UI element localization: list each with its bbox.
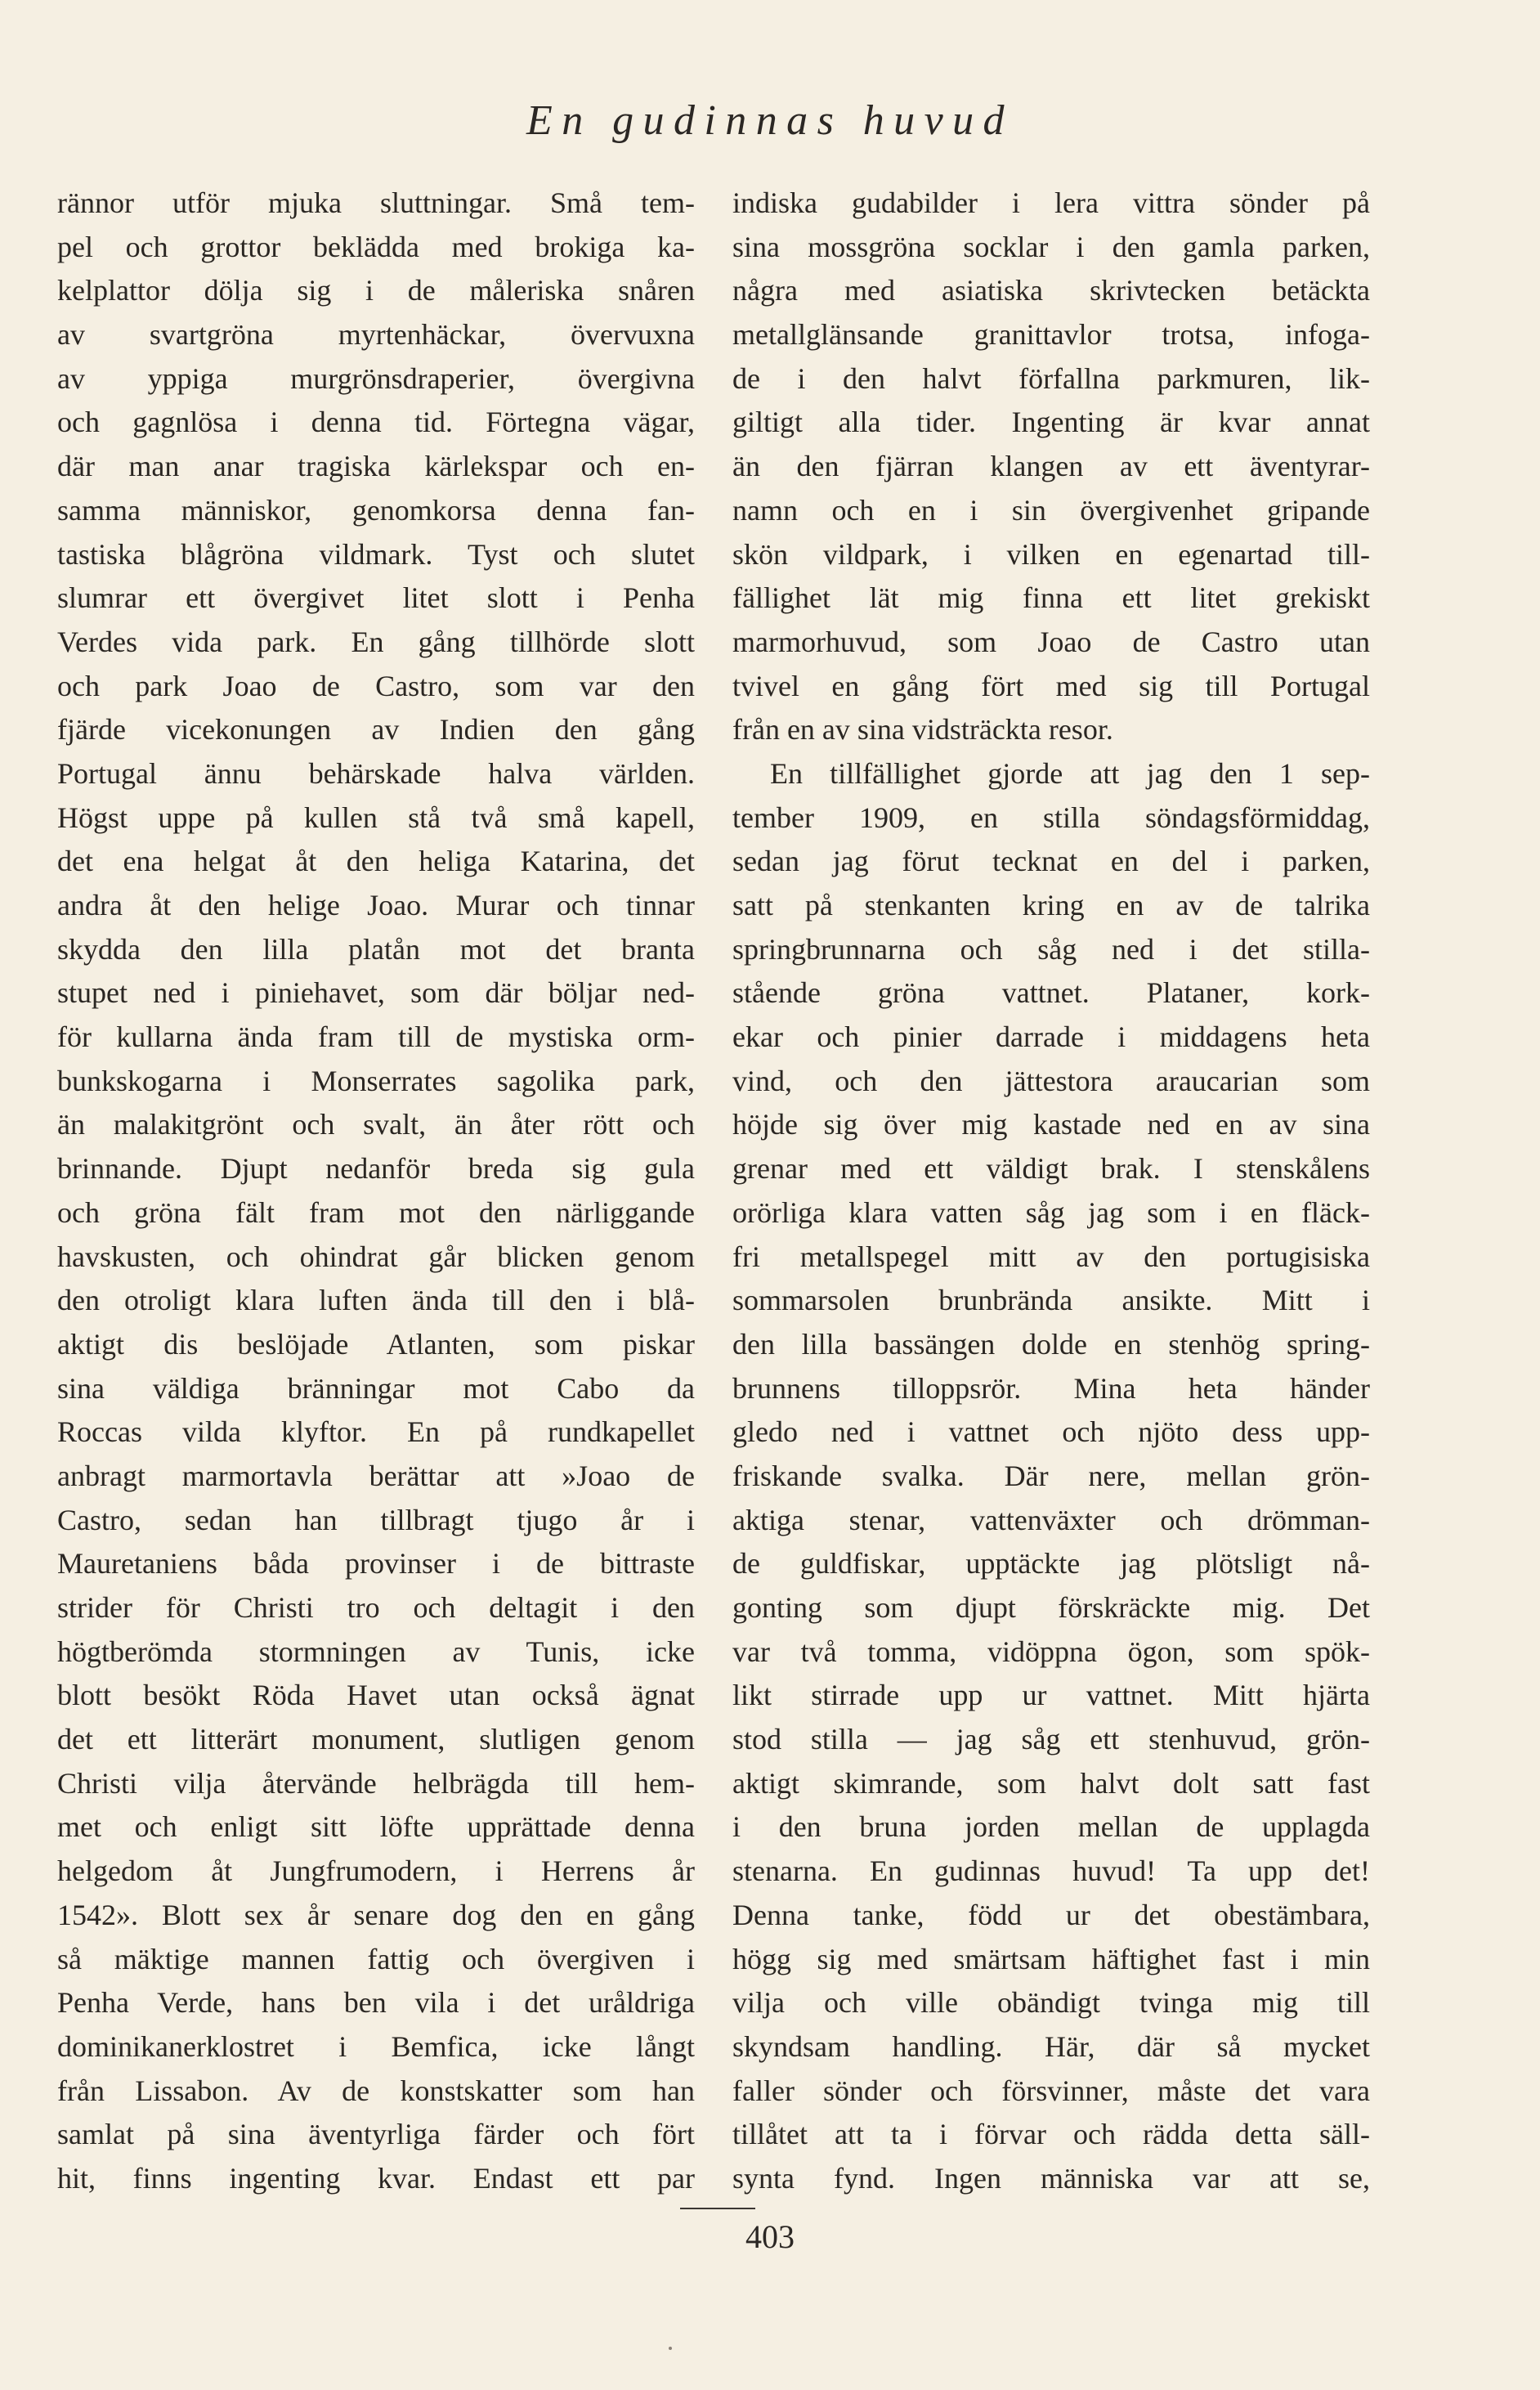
text-line: så mäktige mannen fattig och övergiven i bbox=[57, 1942, 695, 1975]
text-line: indiska gudabilder i lera vittra sönder på bbox=[732, 186, 1370, 219]
text-line: högg sig med smärtsam häftighet fast i min bbox=[732, 1942, 1370, 1975]
text-line: av svartgröna myrtenhäckar, övervuxna bbox=[57, 318, 695, 352]
text-line: de i den halvt förfallna parkmuren, lik- bbox=[732, 361, 1370, 395]
text-line: met och enligt sitt löfte upprättade denna bbox=[57, 1810, 695, 1844]
text-line: det ett litterärt monument, slutligen genom bbox=[57, 1723, 695, 1756]
text-line: Roccas vilda klyftor. En på rundkapellet bbox=[57, 1415, 695, 1449]
text-line: friskande svalka. Där nere, mellan grön- bbox=[732, 1459, 1370, 1492]
text-line: stod stilla — jag såg ett stenhuvud, grön- bbox=[732, 1723, 1370, 1756]
text-line: höjde sig över mig kastade ned en av sina bbox=[732, 1108, 1370, 1141]
right-text-column bbox=[732, 182, 1370, 2201]
text-line: sina mossgröna socklar i den gamla parken, bbox=[732, 230, 1370, 263]
text-line: sommarsolen brunbrända ansikte. Mitt i bbox=[732, 1284, 1370, 1317]
text-line: springbrunnarna och såg ned i det stilla- bbox=[732, 932, 1370, 966]
text-line: den lilla bassängen dolde en stenhög spring- bbox=[732, 1327, 1370, 1361]
text-line: faller sönder och försvinner, måste det vara bbox=[732, 2074, 1370, 2107]
text-line: 1542». Blott sex år senare dog den en gång bbox=[57, 1898, 695, 1931]
text-line: tillåtet att ta i förvar och rädda detta säll- bbox=[732, 2118, 1370, 2151]
text-line: anbragt marmortavla berättar att »Joao de bbox=[57, 1459, 695, 1492]
text-line: brinnande. Djupt nedanför breda sig gula bbox=[57, 1152, 695, 1186]
text-line: tastiska blågröna vildmark. Tyst och slutet bbox=[57, 537, 695, 571]
text-line: än den fjärran klangen av ett äventyrar- bbox=[732, 450, 1370, 483]
text-line: för kullarna ända fram till de mystiska orm- bbox=[57, 1020, 695, 1054]
text-line: aktigt skimrande, som halvt dolt satt fast bbox=[732, 1766, 1370, 1800]
text-line: det ena helgat åt den heliga Katarina, det bbox=[57, 845, 695, 878]
text-line: och gagnlösa i denna tid. Förtegna vägar, bbox=[57, 406, 695, 439]
text-line: i den bruna jorden mellan de upplagda bbox=[732, 1810, 1370, 1844]
text-line: hit, finns ingenting kvar. Endast ett par bbox=[57, 2161, 695, 2195]
text-line: från en av sina vidsträckta resor. bbox=[732, 713, 1113, 747]
text-line: aktigt dis beslöjade Atlanten, som piskar bbox=[57, 1327, 695, 1361]
text-line: kelplattor dölja sig i de måleriska snåren bbox=[57, 274, 695, 307]
text-line: aktiga stenar, vattenväxter och drömman- bbox=[732, 1503, 1370, 1536]
text-line: fjärde vicekonungen av Indien den gång bbox=[57, 713, 695, 747]
text-line: stenarna. En gudinnas huvud! Ta upp det! bbox=[732, 1854, 1370, 1888]
text-line: stupet ned i piniehavet, som där böljar ned- bbox=[57, 976, 695, 1010]
text-line: samma människor, genomkorsa denna fan- bbox=[57, 493, 695, 527]
text-line: några med asiatiska skrivtecken betäckta bbox=[732, 274, 1370, 307]
text-line: grenar med ett väldigt brak. I stenskålens bbox=[732, 1152, 1370, 1186]
text-line: där man anar tragiska kärlekspar och en- bbox=[57, 450, 695, 483]
text-line: Högst uppe på kullen stå två små kapell, bbox=[57, 800, 695, 834]
text-line: vilja och ville obändigt tvinga mig till bbox=[732, 1986, 1370, 2020]
text-line: stående gröna vattnet. Plataner, kork- bbox=[732, 976, 1370, 1010]
text-line: Portugal ännu behärskade halva världen. bbox=[57, 756, 695, 790]
text-line: giltigt alla tider. Ingenting är kvar annat bbox=[732, 406, 1370, 439]
text-line: likt stirrade upp ur vattnet. Mitt hjärta bbox=[732, 1679, 1370, 1712]
text-line: strider för Christi tro och deltagit i den bbox=[57, 1591, 695, 1624]
page-number-rule bbox=[680, 2208, 755, 2209]
text-line: andra åt den helige Joao. Murar och tinnar bbox=[57, 889, 695, 921]
text-line: högtberömda stormningen av Tunis, icke bbox=[57, 1634, 695, 1668]
text-line: satt på stenkanten kring en av de talrika bbox=[732, 889, 1370, 921]
text-line: ekar och pinier darrade i middagens heta bbox=[732, 1020, 1370, 1054]
text-line: brunnens tilloppsrör. Mina heta händer bbox=[732, 1371, 1370, 1405]
text-line: Mauretaniens båda provinser i de bittraste bbox=[57, 1547, 695, 1581]
text-line: Denna tanke, född ur det obestämbara, bbox=[732, 1898, 1370, 1931]
text-line: dominikanerklostret i Bemfica, icke långt bbox=[57, 2029, 695, 2063]
running-title: En gudinnas huvud bbox=[526, 97, 1014, 144]
text-line: bunkskogarna i Monserrates sagolika park, bbox=[57, 1064, 695, 1097]
text-line: skyndsam handling. Här, där så mycket bbox=[732, 2029, 1370, 2063]
text-line: och gröna fält fram mot den närliggande bbox=[57, 1195, 695, 1229]
text-line: tvivel en gång fört med sig till Portugal bbox=[732, 669, 1370, 702]
text-line: vind, och den jättestora araucarian som bbox=[732, 1064, 1370, 1097]
text-line: de guldfiskar, upptäckte jag plötsligt nå- bbox=[732, 1547, 1370, 1581]
text-line: från Lissabon. Av de konstskatter som han bbox=[57, 2074, 695, 2107]
text-line: Castro, sedan han tillbragt tjugo år i bbox=[57, 1503, 695, 1536]
text-line: tember 1909, en stilla söndagsförmiddag, bbox=[732, 800, 1370, 834]
text-line: Penha Verde, hans ben vila i det uråldriga bbox=[57, 1986, 695, 2020]
text-line: samlat på sina äventyrliga färder och fört bbox=[57, 2118, 695, 2151]
text-line: och park Joao de Castro, som var den bbox=[57, 669, 695, 702]
text-line: synta fynd. Ingen människa var att se, bbox=[732, 2161, 1370, 2195]
text-line: än malakitgrönt och svalt, än åter rött och bbox=[57, 1108, 695, 1141]
text-line: skydda den lilla platån mot det branta bbox=[57, 932, 695, 966]
text-line: orörliga klara vatten såg jag som i en fläck- bbox=[732, 1195, 1370, 1229]
text-line: den otroligt klara luften ända till den i blå- bbox=[57, 1284, 695, 1317]
text-line: var två tomma, vidöppna ögon, som spök- bbox=[732, 1634, 1370, 1668]
text-line: sina väldiga bränningar mot Cabo da bbox=[57, 1371, 695, 1405]
text-line: av yppiga murgrönsdraperier, övergivna bbox=[57, 361, 695, 395]
text-line: fällighet lät mig finna ett litet grekiskt bbox=[732, 581, 1370, 615]
page-number: 403 bbox=[745, 2218, 795, 2255]
text-line: skön vildpark, i vilken en egenartad till- bbox=[732, 537, 1370, 571]
text-line: marmorhuvud, som Joao de Castro utan bbox=[732, 625, 1370, 658]
text-line: Christi vilja återvände helbrägda till hem- bbox=[57, 1766, 695, 1800]
text-line: Verdes vida park. En gång tillhörde slott bbox=[57, 625, 695, 658]
text-line: rännor utför mjuka sluttningar. Små tem- bbox=[57, 186, 695, 219]
text-line: gledo ned i vattnet och njöto dess upp- bbox=[732, 1415, 1370, 1449]
left-text-column bbox=[57, 182, 695, 2201]
text-line: gonting som djupt förskräckte mig. Det bbox=[732, 1591, 1370, 1624]
text-line: namn och en i sin övergivenhet gripande bbox=[732, 493, 1370, 527]
text-line: slumrar ett övergivet litet slott i Penha bbox=[57, 581, 695, 615]
text-line: pel och grottor beklädda med brokiga ka- bbox=[57, 230, 695, 263]
text-line: sedan jag förut tecknat en del i parken, bbox=[732, 845, 1370, 878]
text-line: fri metallspegel mitt av den portugisiska bbox=[732, 1240, 1370, 1273]
text-line: metallglänsande granittavlor trotsa, infoga- bbox=[732, 318, 1370, 352]
text-line: helgedom åt Jungfrumodern, i Herrens år bbox=[57, 1854, 695, 1888]
text-line: En tillfällighet gjorde att jag den 1 sep- bbox=[770, 756, 1370, 790]
text-line: havskusten, och ohindrat går blicken genom bbox=[57, 1240, 695, 1273]
text-line: blott besökt Röda Havet utan också ägnat bbox=[57, 1679, 695, 1712]
paper-speck bbox=[669, 2347, 672, 2350]
